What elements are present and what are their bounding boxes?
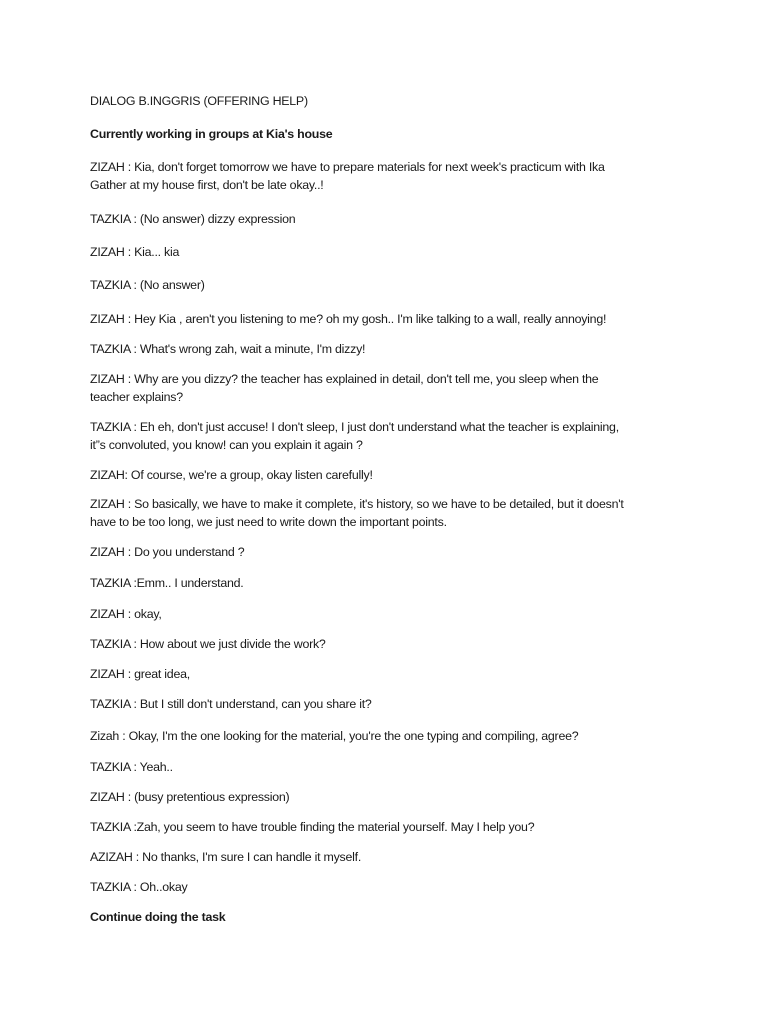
dialog-line: TAZKIA : (No answer) bbox=[90, 278, 205, 292]
dialog-line: ZIZAH : Do you understand ? bbox=[90, 545, 245, 559]
dialog-line: ZIZAH : So basically, we have to make it complete, it's history, so we have to be detailed, but it doesn't bbox=[90, 497, 624, 511]
dialog-line: TAZKIA : How about we just divide the work? bbox=[90, 637, 326, 651]
dialog-line: ZIZAH : okay, bbox=[90, 607, 162, 621]
dialog-line: TAZKIA : (No answer) dizzy expression bbox=[90, 212, 296, 226]
dialog-line: TAZKIA : Eh eh, don't just accuse! I don't sleep, I just don't understand what the teacher is explaining, bbox=[90, 420, 619, 434]
dialog-line: ZIZAH: Of course, we're a group, okay listen carefully! bbox=[90, 468, 373, 482]
dialog-line: ZIZAH : (busy pretentious expression) bbox=[90, 790, 290, 804]
dialog-line: TAZKIA : Yeah.. bbox=[90, 760, 173, 774]
dialog-line: Zizah : Okay, I'm the one looking for the material, you're the one typing and compiling, agree? bbox=[90, 729, 579, 743]
document-title: DIALOG B.INGGRIS (OFFERING HELP) bbox=[90, 94, 308, 108]
dialog-line: teacher explains? bbox=[90, 390, 183, 404]
dialog-line: TAZKIA : Oh..okay bbox=[90, 880, 188, 894]
scene-opening: Currently working in groups at Kia's house bbox=[90, 127, 333, 141]
dialog-line: ZIZAH : Kia... kia bbox=[90, 245, 180, 259]
dialog-line: ZIZAH : Kia, don't forget tomorrow we have to prepare materials for next week's practicum with Ika bbox=[90, 160, 605, 174]
dialog-line: ZIZAH : Hey Kia , aren't you listening to me? oh my gosh.. I'm like talking to a wall, really annoying! bbox=[90, 312, 607, 326]
dialog-line: TAZKIA :Zah, you seem to have trouble finding the material yourself. May I help you? bbox=[90, 820, 535, 834]
dialog-line: have to be too long, we just need to write down the important points. bbox=[90, 515, 447, 529]
dialog-line: it”s convoluted, you know! can you explain it again ? bbox=[90, 438, 363, 452]
dialog-line: AZIZAH : No thanks, I'm sure I can handle it myself. bbox=[90, 850, 362, 864]
scene-closing: Continue doing the task bbox=[90, 910, 226, 924]
dialog-line: TAZKIA : What's wrong zah, wait a minute, I'm dizzy! bbox=[90, 342, 366, 356]
dialog-line: TAZKIA :Emm.. I understand. bbox=[90, 576, 244, 590]
dialog-line: TAZKIA : But I still don't understand, can you share it? bbox=[90, 697, 372, 711]
dialog-line: ZIZAH : Why are you dizzy? the teacher has explained in detail, don't tell me, you sleep when the bbox=[90, 372, 599, 386]
dialog-line: Gather at my house first, don't be late okay..! bbox=[90, 178, 324, 192]
dialog-line: ZIZAH : great idea, bbox=[90, 667, 190, 681]
